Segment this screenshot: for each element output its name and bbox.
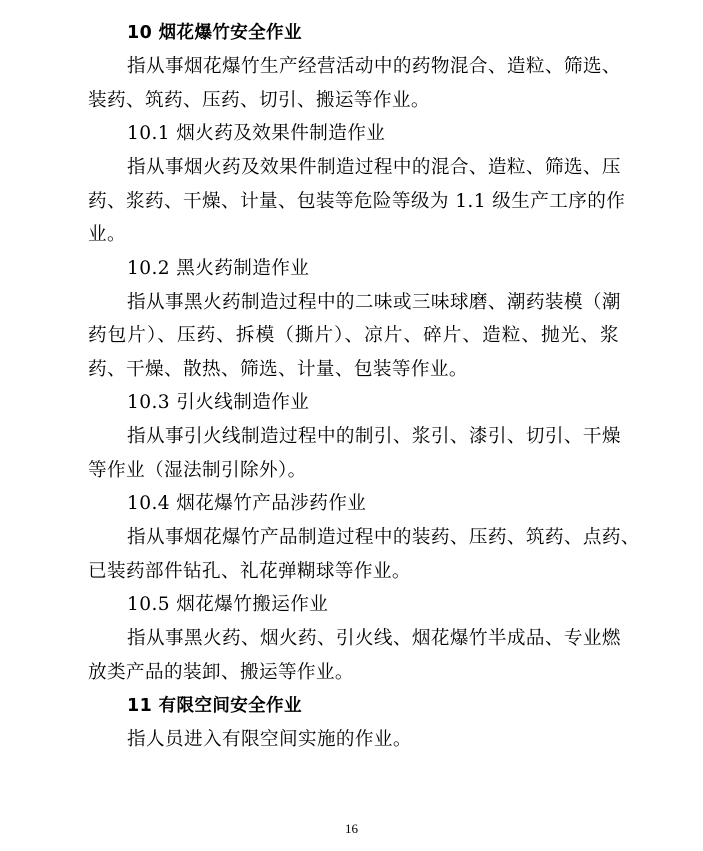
paragraph-line: 装药、筑药、压药、切引、搬运等作业。 (88, 90, 430, 111)
paragraph-line: 业。 (88, 224, 126, 245)
paragraph-line: 等作业（湿法制引除外）。 (88, 460, 307, 481)
paragraph-line: 指从事烟花爆竹生产经营活动中的药物混合、造粒、筛选、 (127, 56, 621, 77)
paragraph-line: 指从事烟花爆竹产品制造过程中的装药、压药、筑药、点药、 (127, 527, 640, 548)
subsection-heading: 10.5 烟花爆竹搬运作业 (127, 594, 329, 615)
paragraph-line: 药、浆药、干燥、计量、包装等危险等级为 1.1 级生产工序的作 (88, 191, 626, 212)
section-heading: 10 烟花爆竹安全作业 (127, 23, 302, 43)
subsection-heading: 10.1 烟火药及效果件制造作业 (127, 123, 386, 144)
subsection-heading: 10.4 烟花爆竹产品涉药作业 (127, 493, 367, 514)
section-heading: 11 有限空间安全作业 (127, 696, 302, 716)
paragraph-line: 指从事黑火药、烟火药、引火线、烟花爆竹半成品、专业燃 (127, 628, 621, 649)
subsection-heading: 10.2 黑火药制造作业 (127, 258, 310, 279)
paragraph-line: 药、干燥、散热、筛选、计量、包装等作业。 (88, 359, 468, 380)
paragraph-line: 指人员进入有限空间实施的作业。 (127, 729, 412, 750)
paragraph-line: 指从事烟火药及效果件制造过程中的混合、造粒、筛选、压 (127, 157, 621, 178)
paragraph-line: 指从事引火线制造过程中的制引、浆引、漆引、切引、干燥 (127, 426, 621, 447)
page-number: 16 (345, 821, 358, 836)
paragraph-line: 放类产品的装卸、搬运等作业。 (88, 662, 354, 683)
paragraph-line: 已装药部件钻孔、礼花弹糊球等作业。 (88, 561, 411, 582)
paragraph-line: 指从事黑火药制造过程中的二味或三味球磨、潮药装模（潮 (127, 292, 621, 313)
subsection-heading: 10.3 引火线制造作业 (127, 392, 310, 413)
paragraph-line: 药包片）、压药、拆模（撕片）、凉片、碎片、造粒、抛光、浆 (88, 325, 619, 346)
